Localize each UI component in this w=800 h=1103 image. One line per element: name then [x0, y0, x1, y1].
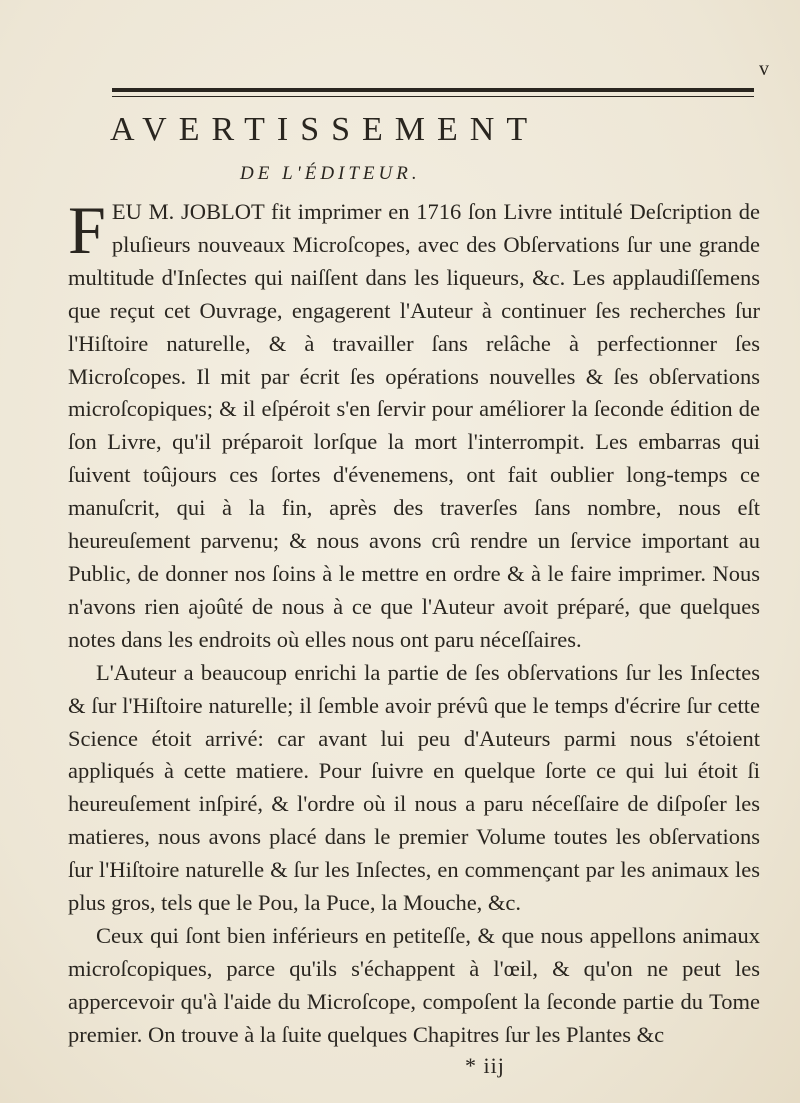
paragraph-1 — [68, 192, 760, 657]
header-rule-thick — [112, 88, 754, 92]
header-rule-thin — [112, 96, 754, 97]
signature-mark: * iij — [465, 1053, 505, 1078]
page-number: v — [759, 58, 770, 80]
drop-cap: F — [68, 192, 106, 268]
paragraph-2: L'Auteur a beaucoup enrichi la partie de ſes obſervations ſur les Inſectes & ſur l'Hiſtoire naturelle; il ſemble avoir prévû que le temps d'écrire ſur cette Science étoit arrivé: car avant lui peu d'Auteurs parmi nous s'étoient appliqués à cette matiere. Pour ſuivre en quelque ſorte ce qui lui étoit ſi heureuſement inſpiré, & l'ordre où il nous a paru néceſſaire de diſpoſer les matieres, nous avons placé dans le premier Volume toutes les obſervations ſur l'Hiſtoire naturelle & ſur les Inſectes, en commençant par les animaux les plus gros, tels que le Pou, la Puce, la Mouche, &c. — [68, 659, 760, 916]
paragraph-1-text: EU M. JOBLOT fit imprimer en 1716 ſon Livre intitulé Deſcription de pluſieurs nouveaux Microſcopes, avec des Obſervations ſur une grande multitude d'Inſectes qui naiſſent dans les liqueurs, &c. Les applaudiſſemens que reçut cet Ouvrage, engagerent l'Auteur à continuer ſes recherches ſur l'Hiſtoire naturelle, & à travailler ſans relâche à perfectionner ſes Microſcopes. Il mit par écrit ſes opérations nouvelles & ſes obſervations microſcopiques; & il eſpéroit s'en ſervir pour améliorer la ſeconde édition de ſon Livre, qu'il préparoit lorſque la mort l'interrompit. Les embarras qui ſuivent toûjours ces ſortes d'évenemens, ont fait oublier long-temps ce manuſcrit, qui à la fin, après des traverſes ſans nombre, nous eſt heureuſement parvenu; & nous avons crû rendre un ſervice important au Public, de donner nos ſoins à le mettre en ordre & à le faire imprimer. Nous n'avons rien ajoûté de nous à ce que l'Auteur avoit préparé, que quelques notes dans les endroits où elles nous ont paru néceſſaires. — [68, 199, 760, 652]
page-title: AVERTISSEMENT — [110, 111, 540, 148]
page-subtitle: DE L'ÉDITEUR. — [240, 163, 421, 184]
body-text — [68, 192, 760, 1052]
paragraph-3: Ceux qui ſont bien inférieurs en petiteſſe, & que nous appellons animaux microſcopiques, parce qu'ils s'échappent à l'œil, & qu'on ne peut les appercevoir qu'à l'aide du Microſcope, compoſent la ſeconde partie du Tome premier. On trouve à la ſuite quelques Chapitres ſur les Plantes &c — [68, 922, 760, 1047]
